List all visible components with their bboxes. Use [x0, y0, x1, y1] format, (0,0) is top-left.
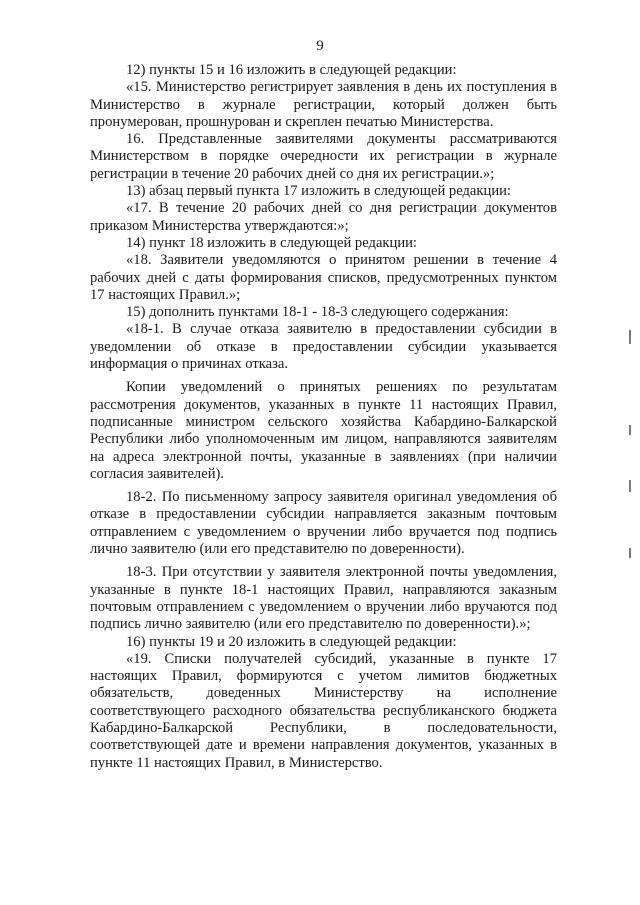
paragraph-clause-18-2: 18-2. По письменному запросу заявителя оригинал уведомления об отказе в предоставлении субсидии направляется заказным почтовым отправлением с уведомлением о вручении либо вручается под подпись лично заявителю (или его представителю по доверенности).: [90, 489, 557, 558]
scan-mark: [629, 330, 631, 344]
paragraph-clause-18-3: 18-3. При отсутствии у заявителя электронной почты уведомления, указанные в пункте 18-1 настоящих Правил, направляются заказным почтовым отправлением с уведомлением о вручении либо вручаются под подпись лично заявителю (или его представителю по доверенности).»;: [90, 564, 557, 633]
paragraph-clause-18-1-copies: Копии уведомлений о принятых решениях по результатам рассмотрения документов, указанных в пункте 11 настоящих Правил, подписанные министром сельского хозяйства Кабардино-Балкарской Республики либо уполномоченным им лицом, направляются заявителям на адреса электронной почты, указанные в заявлениях (при наличии согласия заявителей).: [90, 379, 557, 482]
document-body: [90, 62, 557, 772]
paragraph-clause-17: «17. В течение 20 рабочих дней со дня регистрации документов приказом Министерства утверждаются:»;: [90, 200, 557, 234]
scan-mark: [629, 425, 631, 435]
paragraph-item-12: 12) пункты 15 и 16 изложить в следующей редакции:: [126, 62, 457, 78]
paragraph-clause-16: 16. Представленные заявителями документы рассматриваются Министерством в порядке очередности их регистрации в журнале регистрации в течение 20 рабочих дней со дня их регистрации.»;: [90, 131, 557, 182]
paragraph-clause-18: «18. Заявители уведомляются о принятом решении в течение 4 рабочих дней с даты формирования списков, предусмотренных пунктом 17 настоящих Правил.»;: [90, 252, 557, 303]
paragraph-item-14: 14) пункт 18 изложить в следующей редакции:: [126, 234, 417, 251]
paragraph-clause-18-1: «18-1. В случае отказа заявителю в предоставлении субсидии в уведомлении об отказе в предоставлении субсидии указывается информация о причинах отказа.: [90, 321, 557, 373]
paragraph-item-15: 15) дополнить пунктами 18-1 - 18-3 следующего содержания:: [126, 304, 509, 321]
paragraph-item-13: 13) абзац первый пункта 17 изложить в следующей редакции:: [126, 183, 511, 200]
scan-mark: [629, 548, 631, 558]
scan-mark: [629, 480, 631, 492]
page-number: 9: [316, 38, 324, 54]
paragraph-clause-19: «19. Списки получателей субсидий, указанные в пункте 17 настоящих Правил, формируются с учетом лимитов бюджетных обязательств, доведенных Министерству на исполнение соответствующего расходного обязательства республиканского бюджета Кабардино-Балкарской Республики, в последовательности, соответствующей дате и времени направления документов, указанных в пункте 11 настоящих Правил, в Министерство.: [90, 650, 557, 771]
paragraph-clause-15: «15. Министерство регистрирует заявления в день их поступления в Министерство в журнале регистрации, который должен быть пронумерован, прошнурован и скреплен печатью Министерства.: [90, 79, 557, 130]
scan-margin-marks: [629, 330, 635, 570]
paragraph-item-16: 16) пункты 19 и 20 изложить в следующей редакции:: [126, 633, 457, 650]
